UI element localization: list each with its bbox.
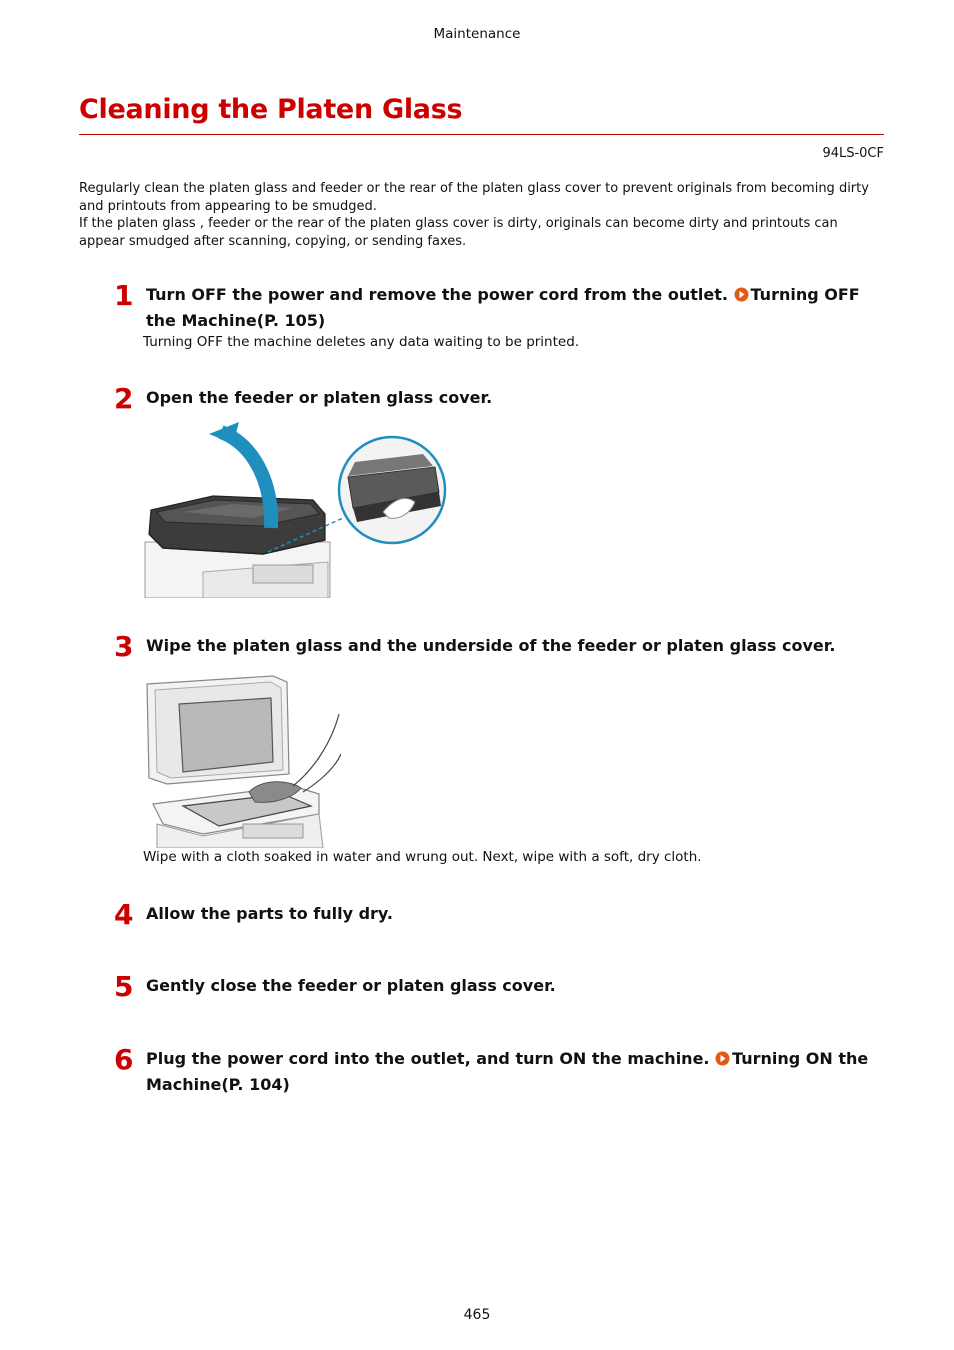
step-instruction: Wipe the platen glass and the underside of the feeder or platen glass cover. (146, 636, 836, 655)
link-label: Turning OFF the Machine(P. 105) (146, 285, 860, 330)
arrow-link-icon (734, 287, 749, 302)
step-number: 3 (114, 630, 134, 663)
step-text (146, 1046, 876, 1098)
step-instruction: Plug the power cord into the outlet, and turn ON the machine. (146, 1049, 710, 1068)
running-header: Maintenance (433, 26, 521, 42)
intro-text (79, 180, 879, 250)
intro-paragraph: Regularly clean the platen glass and feeder or the rear of the platen glass cover to prevent originals from becoming dirty and printouts from appearing to be smudged. (79, 181, 869, 214)
step-text (146, 282, 876, 334)
step-text (146, 385, 876, 411)
step-instruction: Allow the parts to fully dry. (146, 904, 393, 923)
step-number: 4 (114, 898, 134, 931)
wipe-glass-illustration (143, 674, 341, 848)
step-text (146, 633, 876, 659)
step-note: Wipe with a cloth soaked in water and wrung out. Next, wipe with a soft, dry cloth. (143, 849, 702, 865)
step-text (146, 901, 876, 927)
doc-code: 94LS-0CF (822, 146, 884, 161)
link-label: Turning ON the Machine(P. 104) (146, 1049, 869, 1094)
page-title: Cleaning the Platen Glass (79, 94, 463, 125)
step-note: Turning OFF the machine deletes any data waiting to be printed. (143, 334, 580, 350)
title-divider (79, 134, 884, 135)
page-number: 465 (463, 1307, 491, 1323)
step-instruction: Open the feeder or platen glass cover. (146, 388, 493, 407)
arrow-link-icon (715, 1051, 730, 1066)
step-instruction: Gently close the feeder or platen glass cover. (146, 976, 556, 995)
step-instruction: Turn OFF the power and remove the power cord from the outlet. (146, 285, 728, 304)
step-number: 5 (114, 970, 134, 1003)
intro-paragraph: If the platen glass , feeder or the rear of the platen glass cover is dirty, originals can become dirty and printouts can appear smudged after scanning, copying, or sending faxes. (79, 216, 838, 249)
step-number: 6 (114, 1043, 134, 1076)
step-number: 2 (114, 382, 134, 415)
open-feeder-illustration (143, 422, 453, 598)
step-number: 1 (114, 279, 134, 312)
step-text (146, 973, 876, 999)
